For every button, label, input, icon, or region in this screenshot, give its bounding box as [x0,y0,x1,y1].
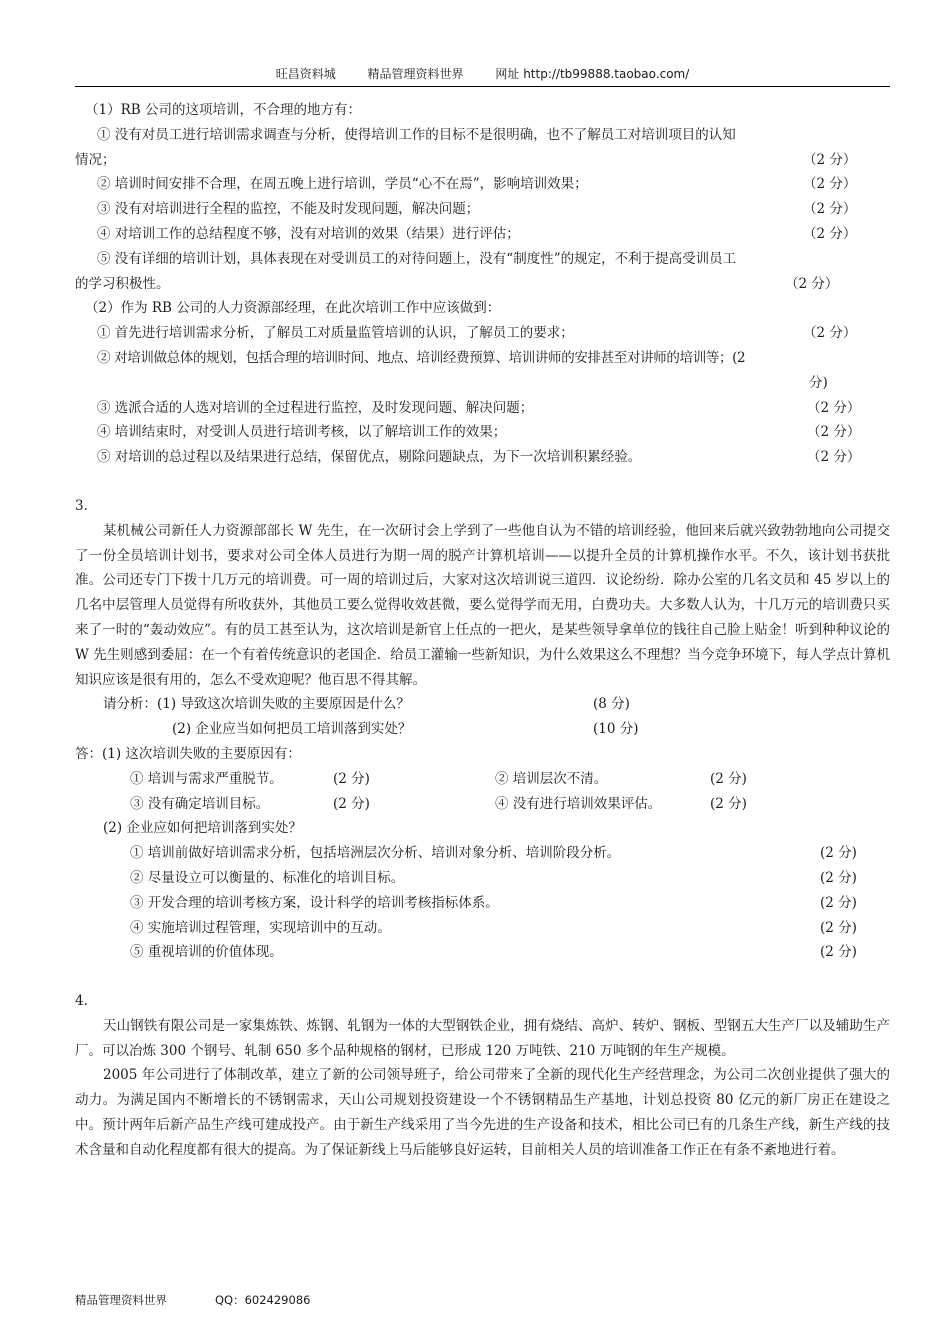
q3-ask1-text: (1) 导致这次培训失败的主要原因是什么？ [157,696,410,713]
q2-point4 [75,222,890,247]
q2-point1-cont [75,148,890,173]
q3-measure2-score: (2 分) [820,869,857,886]
header-store-name: 旺昌资料城 [275,67,336,81]
q2-step2: ② 对培训做总体的规划，包括合理的培训时间、地点、培训经费预算、培训讲师的安排甚至对讲师的培训等；(2 [97,349,746,366]
q3-measure3-score: (2 分) [820,894,857,911]
q2-point3-score: （2 分） [803,201,857,218]
q4-number: 4. [75,993,88,1010]
q2-step5-score: （2 分） [807,449,861,466]
q2-step1-score: （2 分） [803,325,857,342]
q4-paragraph1: 天山钢铁有限公司是一家集炼铁、炼钢、轧钢为一体的大型钢铁企业，拥有烧结、高炉、转炉、钢板、型钢五大生产厂以及辅助生产厂。可以冶炼 300 个钢号、轧制 650 多个品种规格的钢材，已形成 120 万吨铁、210 万吨钢的年生产规模。 [75,1017,890,1059]
q3-reason3: ③ 没有确定培训目标。 [130,795,270,812]
q3-ask2 [75,717,890,742]
q2-point5-score: （2 分） [785,275,839,292]
q3-measure2 [75,866,890,891]
q3-reasons-row2 [75,792,890,817]
q2-point1-cont-text: 情况； [75,151,116,168]
q2-part1-title: （1）RB 公司的这项培训，不合理的地方有： [85,102,361,118]
q3-reason2: ② 培训层次不清。 [495,770,608,787]
q3-measure5-text: ⑤ 重视培训的价值体现。 [130,944,283,961]
q3-answer1-title: (1) 这次培训失败的主要原因有： [102,745,301,762]
q2-step4-text: ④ 培训结束时，对受训人员进行培训考核，以了解培训工作的效果； [97,424,507,441]
q2-point2 [75,172,890,197]
q3-reason2-score: (2 分) [710,770,747,787]
q3-measure1 [75,841,890,866]
footer-site-name: 精品管理资料世界 [75,1293,167,1307]
q2-step4 [75,420,890,445]
q3-measure3-text: ③ 开发合理的培训考核方案，设计科学的培训考核指标体系。 [130,894,499,911]
q2-point4-score: （2 分） [803,225,857,242]
q2-point3-text: ③ 没有对培训进行全程的监控，不能及时发现问题，解决问题； [97,201,480,218]
q3-case-text: 某机械公司新任人力资源部部长 W 先生，在一次研讨会上学到了一些他自认为不错的培训经验，他回来后就兴致勃勃地向公司提交了一份全员培训计划书，要求对公司全体人员进行为期一周的脱产计算机培训——以提升全员的计算机操作水平。不久，该计划书获批准。公司还专门下拨十几万元的培训费。可一周的培训过后，大家对这次培训说三道四．议论纷纷．除办公室的几名文员和 45 岁以上的几名中层管理人员觉得有所收获外，其他员工要么觉得收效甚微，要么觉得学而无用，白费功夫。大多数人认为，十几万元的培训费只买来了一时的“轰动效应”。有的员工甚至认为，这次培训是新官上任点的一把火，是某些领导拿单位的钱往自己脸上贴金！听到种种议论的 W 先生则感到委屈：在一个有着传统意识的老国企．给员工灌输一些新知识，为什么效果这么不理想？当今竞争环境下，每人学点计算机知识应该是很有用的，怎么不受欢迎呢？他百思不得其解。 [75,522,890,688]
q3-ask2-text: (2) 企业应当如何把员工培训落到实处？ [172,721,412,738]
q3-reason3-score: (2 分) [333,795,370,812]
header-url: 网址 http://tb99888.taobao.com/ [495,67,690,81]
q2-step5 [75,445,890,470]
q3-ask2-score: (10 分) [593,721,639,738]
q3-measure2-text: ② 尽量设立可以衡量的、标准化的培训目标。 [130,869,405,886]
q4-paragraph2: 2005 年公司进行了体制改革，建立了新的公司领导班子，给公司带来了全新的现代化生产经营理念，为公司二次创业提供了强大的动力。为满足国内不断增长的不锈钢需求，天山公司规划投资建设一个不锈钢精品生产基地，计划总投资 80 亿元的新厂房正在建设之中。预计两年后新产品生产线可建成投产。由于新生产线采用了当今先进的生产设备和技术，相比公司已有的几条生产线，新生产线的技术含量和自动化程度都有很大的提高。为了保证新线上马后能够良好运转，目前相关人员的培训准备工作正在有条不紊地进行着。 [75,1067,890,1158]
q2-point5: ⑤ 没有详细的培训计划，具体表现在对受训员工的对待问题上，没有“制度性”的规定，不利于提高受训员工 [97,250,737,267]
q3-measure4-score: (2 分) [820,919,857,936]
q3-answer-title [75,742,890,767]
q3-answer-label: 答： [75,745,102,762]
q2-step5-text: ⑤ 对培训的总过程以及结果进行总结，保留优点，剔除问题缺点，为下一次培训积累经验。 [97,449,642,466]
q2-point5-cont-text: 的学习积极性。 [75,275,170,292]
q3-measure5 [75,940,890,965]
q3-measure4 [75,916,890,941]
q2-step1-text: ① 首先进行培训需求分析，了解员工对质量监管培训的认识，了解员工的要求； [97,325,574,342]
footer-qq: QQ：602429086 [215,1293,311,1307]
q2-step2-score: 分) [809,374,828,391]
q2-point1-score: （2 分） [803,151,857,168]
q2-step1 [75,321,890,346]
q3-measure3 [75,891,890,916]
page-footer [75,1292,890,1308]
q3-measure1-score: (2 分) [820,845,857,862]
q2-step4-score: （2 分） [807,424,861,441]
q3-reasons-row1 [75,767,890,792]
q3-reason1-score: (2 分) [333,770,370,787]
q3-reason1: ① 培训与需求严重脱节。 [130,770,283,787]
q3-answer2-title: (2) 企业应如何把培训落到实处？ [103,820,302,837]
q2-step3 [75,396,890,421]
q3-measure4-text: ④ 实施培训过程管理，实现培训中的互动。 [130,919,391,936]
q3-reason4: ④ 没有进行培训效果评估。 [495,795,662,812]
q2-point3 [75,197,890,222]
q3-measure5-score: (2 分) [820,944,857,961]
q2-step3-text: ③ 选派合适的人选对培训的全过程进行监控，及时发现问题、解决问题； [97,399,534,416]
document-body [75,98,890,1163]
q3-ask1-score: (8 分) [593,696,630,713]
q2-point5-cont [75,272,890,297]
q2-point4-text: ④ 对培训工作的总结程度不够，没有对培训的效果（结果）进行评估； [97,225,520,242]
q3-ask1 [75,692,890,717]
q2-part2-title: （2）作为 RB 公司的人力资源部经理，在此次培训工作中应该做到： [85,300,501,317]
q2-point1: ① 没有对员工进行培训需求调查与分析，使得培训工作的目标不是很明确，也不了解员工对培训项目的认知 [97,126,736,143]
q3-measure1-text: ① 培训前做好培训需求分析，包括培洲层次分析、培训对象分析、培训阶段分析。 [130,845,621,862]
q2-point2-score: （2 分） [803,176,857,193]
q2-step3-score: （2 分） [807,399,861,416]
q2-point2-text: ② 培训时间安排不合理，在周五晚上进行培训，学员“心不在焉”，影响培训效果； [97,176,588,193]
q3-number: 3. [75,497,88,514]
page-header [75,64,890,87]
header-site-name: 精品管理资料世界 [367,67,464,81]
q3-ask-label: 请分析： [103,696,157,713]
q3-reason4-score: (2 分) [710,795,747,812]
